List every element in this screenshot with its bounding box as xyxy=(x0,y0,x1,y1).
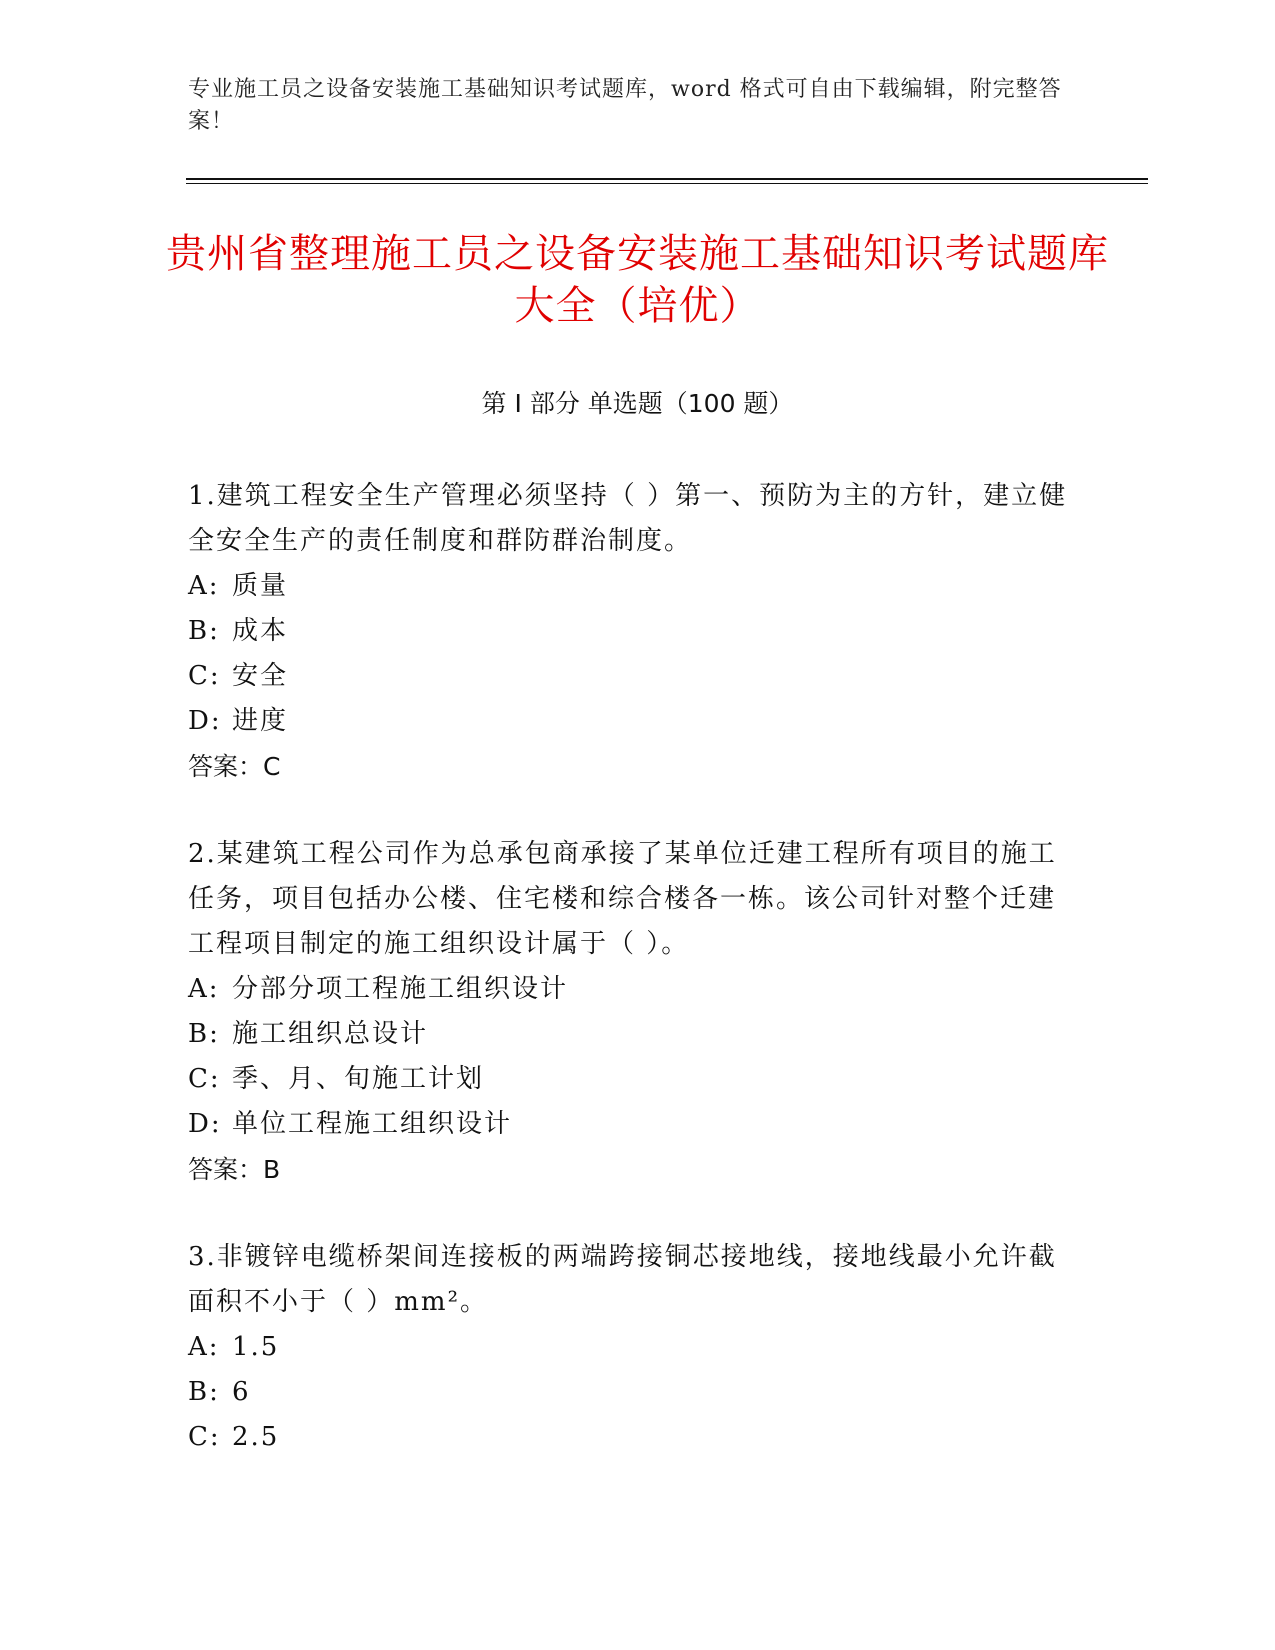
question-stem: 2.某建筑工程公司作为总承包商承接了某单位迁建工程所有项目的施工任务，项目包括办公楼、住宅楼和综合楼各一栋。该公司针对整个迁建工程项目制定的施工组织设计属于（ ）。 xyxy=(188,839,1057,959)
option-key: D: xyxy=(188,1109,222,1139)
answer: 答案：C xyxy=(188,752,281,781)
option-key: A: xyxy=(188,974,220,1004)
option-a xyxy=(188,564,1068,609)
option-d xyxy=(188,1102,1068,1147)
question-stem: 1.建筑工程安全生产管理必须坚持（ ）第一、预防为主的方针，建立健全安全生产的责任制度和群防群治制度。 xyxy=(188,481,1068,556)
option-key: A: xyxy=(188,571,220,601)
question-list xyxy=(188,474,1068,1502)
option-text: 质量 xyxy=(232,571,289,601)
option-b xyxy=(188,609,1068,654)
option-c xyxy=(188,1057,1068,1102)
question-1 xyxy=(188,474,1068,790)
option-key: C: xyxy=(188,1064,221,1094)
question-3 xyxy=(188,1235,1068,1460)
option-b xyxy=(188,1370,1068,1415)
option-a xyxy=(188,1325,1068,1370)
option-text: 1.5 xyxy=(232,1332,280,1362)
header-note: 专业施工员之设备安装施工基础知识考试题库，word 格式可自由下载编辑，附完整答案！ xyxy=(188,77,1062,134)
option-text: 2.5 xyxy=(232,1422,280,1452)
option-text: 分部分项工程施工组织设计 xyxy=(232,974,569,1004)
option-key: B: xyxy=(188,1377,220,1407)
header-rule-thick xyxy=(186,178,1148,180)
option-text: 安全 xyxy=(232,661,289,691)
question-stem: 3.非镀锌电缆桥架间连接板的两端跨接铜芯接地线，接地线最小允许截面积不小于（ ）mm²。 xyxy=(188,1242,1057,1317)
option-text: 施工组织总设计 xyxy=(232,1019,429,1049)
option-b xyxy=(188,1012,1068,1057)
question-2 xyxy=(188,832,1068,1193)
option-key: B: xyxy=(188,1019,220,1049)
document-title: 贵州省整理施工员之设备安装施工基础知识考试题库大全（培优） xyxy=(166,231,1109,329)
answer: 答案：B xyxy=(188,1155,281,1184)
option-key: A: xyxy=(188,1332,220,1362)
option-text: 成本 xyxy=(232,616,289,646)
section-title: 第 I 部分 单选题（100 题） xyxy=(481,389,794,418)
option-key: C: xyxy=(188,661,221,691)
option-text: 季、月、旬施工计划 xyxy=(232,1064,485,1094)
option-d xyxy=(188,699,1068,744)
option-key: B: xyxy=(188,616,220,646)
option-c xyxy=(188,654,1068,699)
option-text: 单位工程施工组织设计 xyxy=(232,1109,513,1139)
header-rule-thin xyxy=(186,183,1148,184)
option-key: C: xyxy=(188,1422,221,1452)
option-key: D: xyxy=(188,706,222,736)
option-c xyxy=(188,1415,1068,1460)
option-a xyxy=(188,967,1068,1012)
option-text: 进度 xyxy=(232,706,289,736)
option-text: 6 xyxy=(232,1377,251,1407)
